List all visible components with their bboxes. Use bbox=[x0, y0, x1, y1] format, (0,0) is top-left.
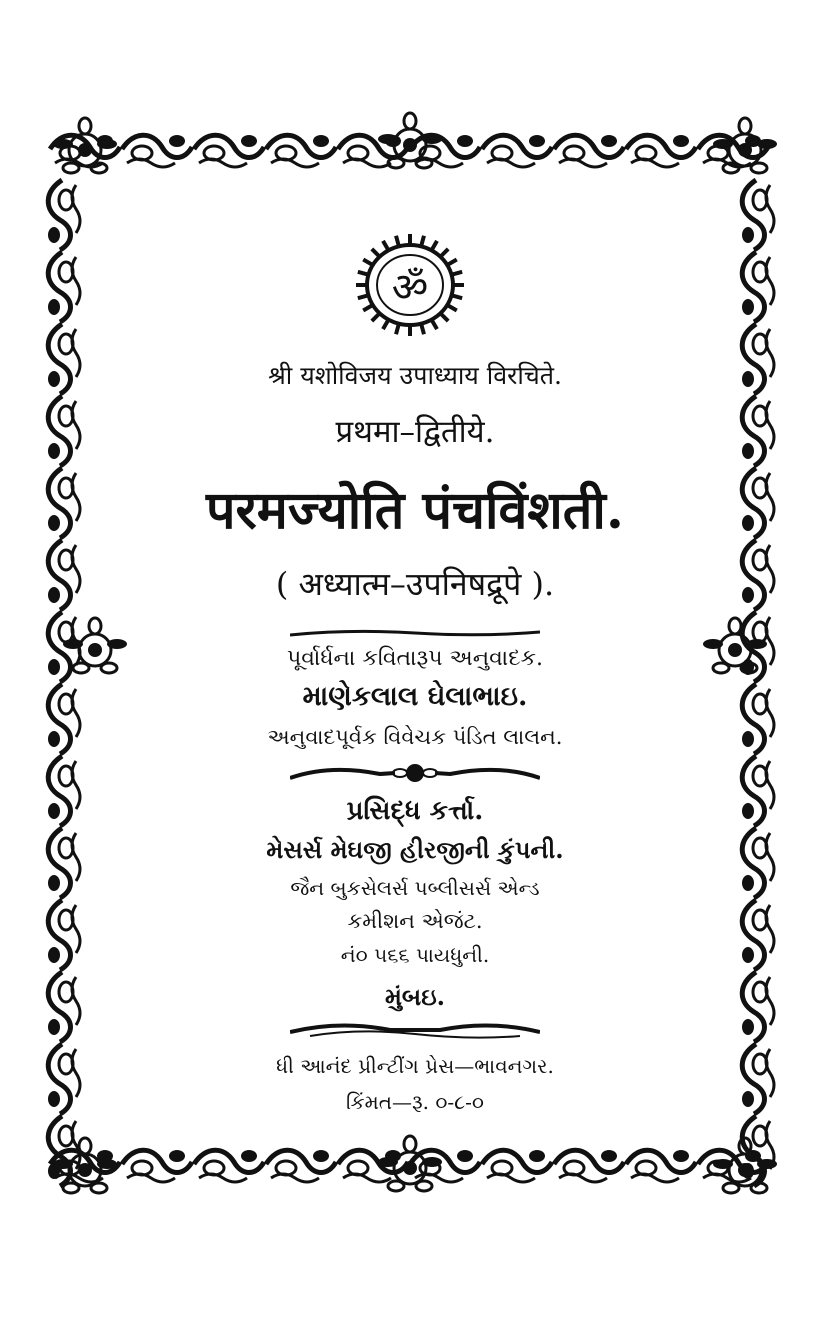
commentator-line: અનુવાદપૂર્વક વિવેચક પંડિત લાલન. bbox=[267, 725, 563, 749]
seal-ray bbox=[383, 241, 388, 250]
seal-ray bbox=[441, 249, 448, 256]
flower-ornament-icon bbox=[703, 618, 767, 673]
publisher-address: નં૦ ૫૬૬ પાયધુની. bbox=[340, 943, 490, 967]
border-ribbon-right bbox=[742, 468, 774, 538]
border-ribbon-right bbox=[742, 252, 774, 322]
border-ribbon-right bbox=[742, 1044, 774, 1114]
border-ribbon-bottom bbox=[194, 1150, 264, 1182]
border-ribbon-top bbox=[626, 135, 696, 167]
border-ribbon-top bbox=[410, 135, 480, 167]
border-ribbon-right bbox=[742, 900, 774, 970]
seal-ray bbox=[363, 260, 372, 265]
book-title: परमज्योति पंचविंशती. bbox=[206, 480, 624, 541]
border-ribbon-top bbox=[122, 135, 192, 167]
border-ribbon-left bbox=[48, 756, 80, 826]
border-ribbon-bottom bbox=[554, 1150, 624, 1182]
seal-ray bbox=[453, 296, 463, 299]
seal-ray bbox=[396, 236, 399, 246]
border-ribbon-left bbox=[48, 1044, 80, 1114]
seal-ray bbox=[453, 272, 463, 275]
publisher-description-2: કમીશન એજંટ. bbox=[347, 909, 483, 933]
press-line: ધી આનંદ પ્રીન્ટીંગ પ્રેસ—ભાવનગર. bbox=[276, 1054, 554, 1078]
seal-ray bbox=[421, 236, 424, 246]
author-line: श्री यशोविजय उपाध्याय विरचिते. bbox=[268, 361, 562, 390]
seal-ray bbox=[441, 314, 448, 321]
seal-ray bbox=[432, 321, 437, 330]
border-ribbon-bottom bbox=[482, 1150, 552, 1182]
border-ribbon-left bbox=[48, 252, 80, 322]
border-ribbon-right bbox=[742, 828, 774, 898]
border-ribbon-right bbox=[742, 972, 774, 1042]
translator-name: માણેકલાલ ઘેલાભાઇ. bbox=[302, 681, 528, 712]
border-ribbon-right bbox=[742, 756, 774, 826]
border-ribbon-right bbox=[742, 396, 774, 466]
seal-ray bbox=[358, 296, 368, 299]
om-seal-icon bbox=[350, 230, 470, 340]
publisher-heading: પ્રસિદ્ધ કર્ત્તા. bbox=[346, 796, 484, 826]
border-ribbon-left bbox=[48, 180, 80, 250]
border-ribbon-top bbox=[554, 135, 624, 167]
seal-ray bbox=[432, 241, 437, 250]
border-ribbon-left bbox=[48, 828, 80, 898]
border-ribbon-right bbox=[742, 324, 774, 394]
seal-ray bbox=[421, 325, 424, 335]
seal-ray bbox=[448, 260, 457, 265]
border-ribbon-bottom bbox=[698, 1150, 768, 1182]
border-ribbon-right bbox=[742, 684, 774, 754]
seal-ray bbox=[372, 249, 379, 256]
publisher-description: જૈન બુકસેલર્સ પબ્લીસર્સ એન્ડ bbox=[290, 876, 540, 900]
border-ribbon-left bbox=[48, 972, 80, 1042]
translator-line: પૂર્વાર્ધના કવિતારૂપ અનુવાદક. bbox=[286, 646, 544, 671]
flower-ornament-icon bbox=[378, 1136, 442, 1191]
seal-ray bbox=[396, 325, 399, 335]
border-ribbon-left bbox=[48, 900, 80, 970]
flower-ornament-icon bbox=[53, 118, 117, 173]
border-ribbon-top bbox=[266, 135, 336, 167]
seal-ray bbox=[358, 272, 368, 275]
seal-ray bbox=[363, 306, 372, 311]
border-ribbon-right bbox=[742, 540, 774, 610]
edition-line: प्रथमा–द्वितीये. bbox=[335, 414, 495, 450]
border-ribbon-right bbox=[742, 180, 774, 250]
publisher-city: મુંબઇ. bbox=[384, 982, 445, 1011]
flower-ornament-icon bbox=[713, 118, 777, 173]
border-ribbon-left bbox=[48, 324, 80, 394]
publisher-name: મેસર્સ મેઘજી હીરજીની કુંપની. bbox=[266, 835, 564, 864]
border-ribbon-left bbox=[48, 684, 80, 754]
seal-ray bbox=[448, 306, 457, 311]
border-ribbon-left bbox=[48, 540, 80, 610]
seal-ray bbox=[383, 321, 388, 330]
border-ribbon-left bbox=[48, 468, 80, 538]
border-ribbon-bottom bbox=[266, 1150, 336, 1182]
seal-ray bbox=[372, 314, 379, 321]
border-ribbon-top bbox=[194, 135, 264, 167]
price-line: કિંમત—રૂ. ૦-૮-૦ bbox=[346, 1090, 484, 1114]
ornament-divider bbox=[290, 760, 540, 786]
ornament-divider-2 bbox=[290, 1018, 540, 1040]
divider-line bbox=[290, 627, 540, 639]
border-ribbon-top bbox=[482, 135, 552, 167]
border-ribbon-left bbox=[48, 396, 80, 466]
border-ribbon-bottom bbox=[626, 1150, 696, 1182]
om-symbol: ॐ bbox=[391, 265, 429, 311]
book-subtitle: ( अध्यात्म–उपनिषद्रूपे ). bbox=[275, 565, 555, 603]
border-ribbon-bottom bbox=[122, 1150, 192, 1182]
